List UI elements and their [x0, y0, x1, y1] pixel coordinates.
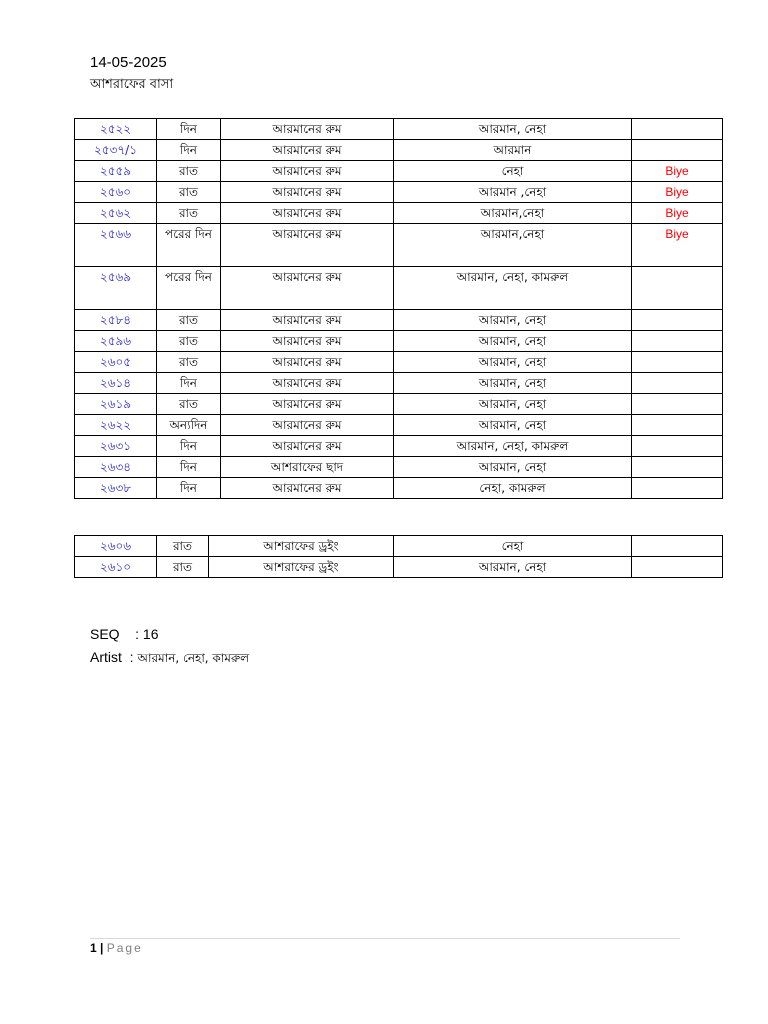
table-row [75, 161, 723, 182]
scene-number-cell: ২৬৩৮ [75, 478, 157, 499]
scene-number-cell: ২৬১৪ [75, 373, 157, 394]
note-cell: Biye [632, 161, 723, 182]
scene-table [74, 118, 723, 499]
location-cell: আশরাফের ড্রইং [209, 557, 394, 578]
time-of-day-cell: রাত [157, 557, 209, 578]
location-cell: আরমানের রুম [221, 140, 394, 161]
location-cell: আরমানের রুম [221, 394, 394, 415]
table-row [75, 557, 723, 578]
scene-number-cell: ২৬১৯ [75, 394, 157, 415]
time-of-day-cell: দিন [157, 373, 221, 394]
time-of-day-cell: দিন [157, 478, 221, 499]
page-word: Page [106, 941, 143, 955]
note-cell [632, 557, 723, 578]
artists-cell: আরমান,নেহা [394, 224, 632, 267]
time-of-day-cell: রাত [157, 394, 221, 415]
table-row [75, 203, 723, 224]
table-row [75, 394, 723, 415]
note-cell [632, 373, 723, 394]
artists-cell: আরমান, নেহা [394, 394, 632, 415]
time-of-day-cell: অন্যদিন [157, 415, 221, 436]
seq-label: SEQ : [90, 626, 143, 642]
scene-number-cell: ২৫৮৪ [75, 310, 157, 331]
location-cell: আরমানের রুম [221, 182, 394, 203]
scene-number-cell: ২৫৬২ [75, 203, 157, 224]
table-row [75, 436, 723, 457]
artist-value: আরমান, নেহা, কামরুল [137, 651, 250, 665]
location-cell: আরমানের রুম [221, 436, 394, 457]
location-cell: আরমানের রুম [221, 224, 394, 267]
note-cell [632, 536, 723, 557]
artists-cell: আরমান, নেহা, কামরুল [394, 267, 632, 310]
table-row [75, 478, 723, 499]
extra-scene-table-body [75, 536, 723, 578]
time-of-day-cell: রাত [157, 331, 221, 352]
artists-cell: আরমান,নেহা [394, 203, 632, 224]
table-row [75, 457, 723, 478]
table-row [75, 310, 723, 331]
scene-number-cell: ২৫৬৬ [75, 224, 157, 267]
location-cell: আরমানের রুম [221, 119, 394, 140]
scene-number-cell: ২৫৩৭/১ [75, 140, 157, 161]
note-cell [632, 436, 723, 457]
table-row [75, 373, 723, 394]
table-row [75, 119, 723, 140]
note-cell: Biye [632, 203, 723, 224]
time-of-day-cell: রাত [157, 352, 221, 373]
artists-cell: আরমান, নেহা [394, 331, 632, 352]
artist-label: Artist : [90, 649, 138, 665]
time-of-day-cell: দিন [157, 457, 221, 478]
note-cell [632, 119, 723, 140]
scene-number-cell: ২৫২২ [75, 119, 157, 140]
time-of-day-cell: রাত [157, 536, 209, 557]
location-cell: আরমানের রুম [221, 161, 394, 182]
table-row [75, 140, 723, 161]
time-of-day-cell: দিন [157, 119, 221, 140]
scene-number-cell: ২৬০৬ [75, 536, 157, 557]
scene-number-cell: ২৬১০ [75, 557, 157, 578]
note-cell [632, 267, 723, 310]
scene-number-cell: ২৬২২ [75, 415, 157, 436]
artists-cell: আরমান, নেহা [394, 310, 632, 331]
table-row [75, 267, 723, 310]
note-cell [632, 352, 723, 373]
note-cell [632, 415, 723, 436]
scene-number-cell: ২৬০৫ [75, 352, 157, 373]
scene-number-cell: ২৫৫৯ [75, 161, 157, 182]
artists-cell: আরমান, নেহা, কামরুল [394, 436, 632, 457]
artists-cell: নেহা [394, 536, 632, 557]
location-cell: আশরাফের ছাদ [221, 457, 394, 478]
page-footer [90, 941, 143, 955]
artists-cell: নেহা [394, 161, 632, 182]
scene-number-cell: ২৫৯৬ [75, 331, 157, 352]
scene-number-cell: ২৬৩৪ [75, 457, 157, 478]
note-cell [632, 140, 723, 161]
time-of-day-cell: রাত [157, 310, 221, 331]
table-row [75, 331, 723, 352]
table-row [75, 415, 723, 436]
note-cell: Biye [632, 182, 723, 203]
time-of-day-cell: পরের দিন [157, 267, 221, 310]
note-cell: Biye [632, 224, 723, 267]
footer-separator: | [96, 941, 107, 955]
location-cell: আরমানের রুম [221, 352, 394, 373]
seq-value: 16 [142, 626, 159, 642]
location-cell: আরমানের রুম [221, 478, 394, 499]
table-row [75, 536, 723, 557]
time-of-day-cell: রাত [157, 203, 221, 224]
scene-table-body [75, 119, 723, 499]
note-cell [632, 478, 723, 499]
location-cell: আরমানের রুম [221, 331, 394, 352]
time-of-day-cell: দিন [157, 140, 221, 161]
note-cell [632, 457, 723, 478]
seq-summary [90, 626, 158, 642]
scene-number-cell: ২৬৩১ [75, 436, 157, 457]
scene-number-cell: ২৫৬৯ [75, 267, 157, 310]
extra-scene-table [74, 535, 723, 578]
artists-cell: আরমান ,নেহা [394, 182, 632, 203]
artists-cell: আরমান, নেহা [394, 119, 632, 140]
location-cell: আরমানের রুম [221, 310, 394, 331]
location-cell: আরমানের রুম [221, 203, 394, 224]
table-row [75, 182, 723, 203]
artists-cell: আরমান, নেহা [394, 415, 632, 436]
artist-summary [90, 649, 249, 670]
time-of-day-cell: দিন [157, 436, 221, 457]
document-date: 14-05-2025 [90, 54, 167, 71]
artists-cell: আরমান [394, 140, 632, 161]
shooting-location: আশরাফের বাসা [90, 77, 174, 92]
table-row [75, 352, 723, 373]
time-of-day-cell: পরের দিন [157, 224, 221, 267]
note-cell [632, 310, 723, 331]
table-row [75, 224, 723, 267]
page-number: 1 [90, 941, 97, 955]
note-cell [632, 331, 723, 352]
artists-cell: নেহা, কামরুল [394, 478, 632, 499]
location-cell: আরমানের রুম [221, 267, 394, 310]
time-of-day-cell: রাত [157, 161, 221, 182]
scene-number-cell: ২৫৬০ [75, 182, 157, 203]
location-cell: আশরাফের ড্রইং [209, 536, 394, 557]
artists-cell: আরমান, নেহা [394, 352, 632, 373]
note-cell [632, 394, 723, 415]
artists-cell: আরমান, নেহা [394, 373, 632, 394]
time-of-day-cell: রাত [157, 182, 221, 203]
location-cell: আরমানের রুম [221, 415, 394, 436]
location-cell: আরমানের রুম [221, 373, 394, 394]
artists-cell: আরমান, নেহা [394, 457, 632, 478]
artists-cell: আরমান, নেহা [394, 557, 632, 578]
footer-divider [90, 938, 680, 939]
